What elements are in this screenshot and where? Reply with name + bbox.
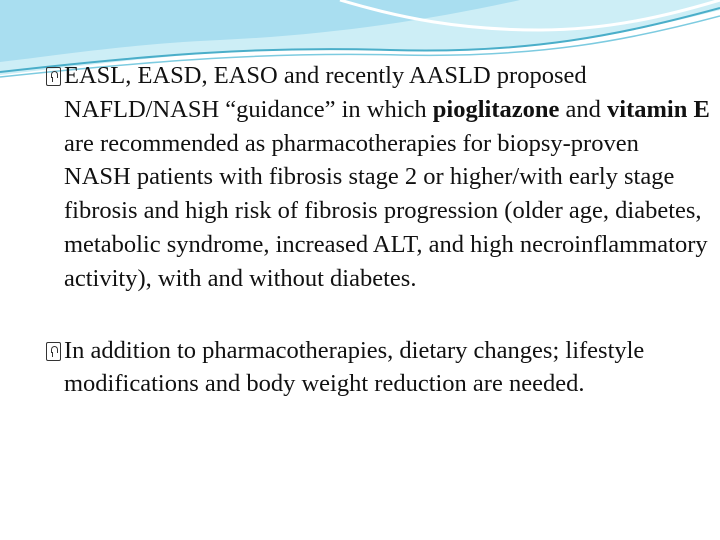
bullet-text-lifestyle: In addition to pharmacotherapies, dietary changes; lifestyle modifications and body weight reduction are needed. — [64, 336, 645, 398]
bullet-text-vitamin-e: vitamin E — [607, 95, 710, 123]
bullet-item-lifestyle — [46, 334, 710, 402]
bullet-text-part-3: are recommended as pharmacotherapies for biopsy-proven NASH patients with fibrosis stage 2 or higher/with early stage fibrosis and high risk of fibrosis progression (older age, diabetes, metabolic syndrome, increased ALT, and high necroinflammatory activity), with and without diabetes. — [64, 129, 708, 292]
slide-content — [46, 59, 710, 401]
bullet-glyph-icon — [46, 67, 61, 86]
bullet-item-guidance — [46, 59, 710, 296]
bullet-text-pioglitazone: pioglitazone — [432, 95, 560, 123]
bullet-text-part-2: and — [559, 95, 608, 123]
bullet-text-part-1: EASL, EASD, EASO and recently AASLD proposed NAFLD/NASH “guidance” in which — [64, 62, 587, 123]
bullet-glyph-icon — [46, 342, 61, 361]
